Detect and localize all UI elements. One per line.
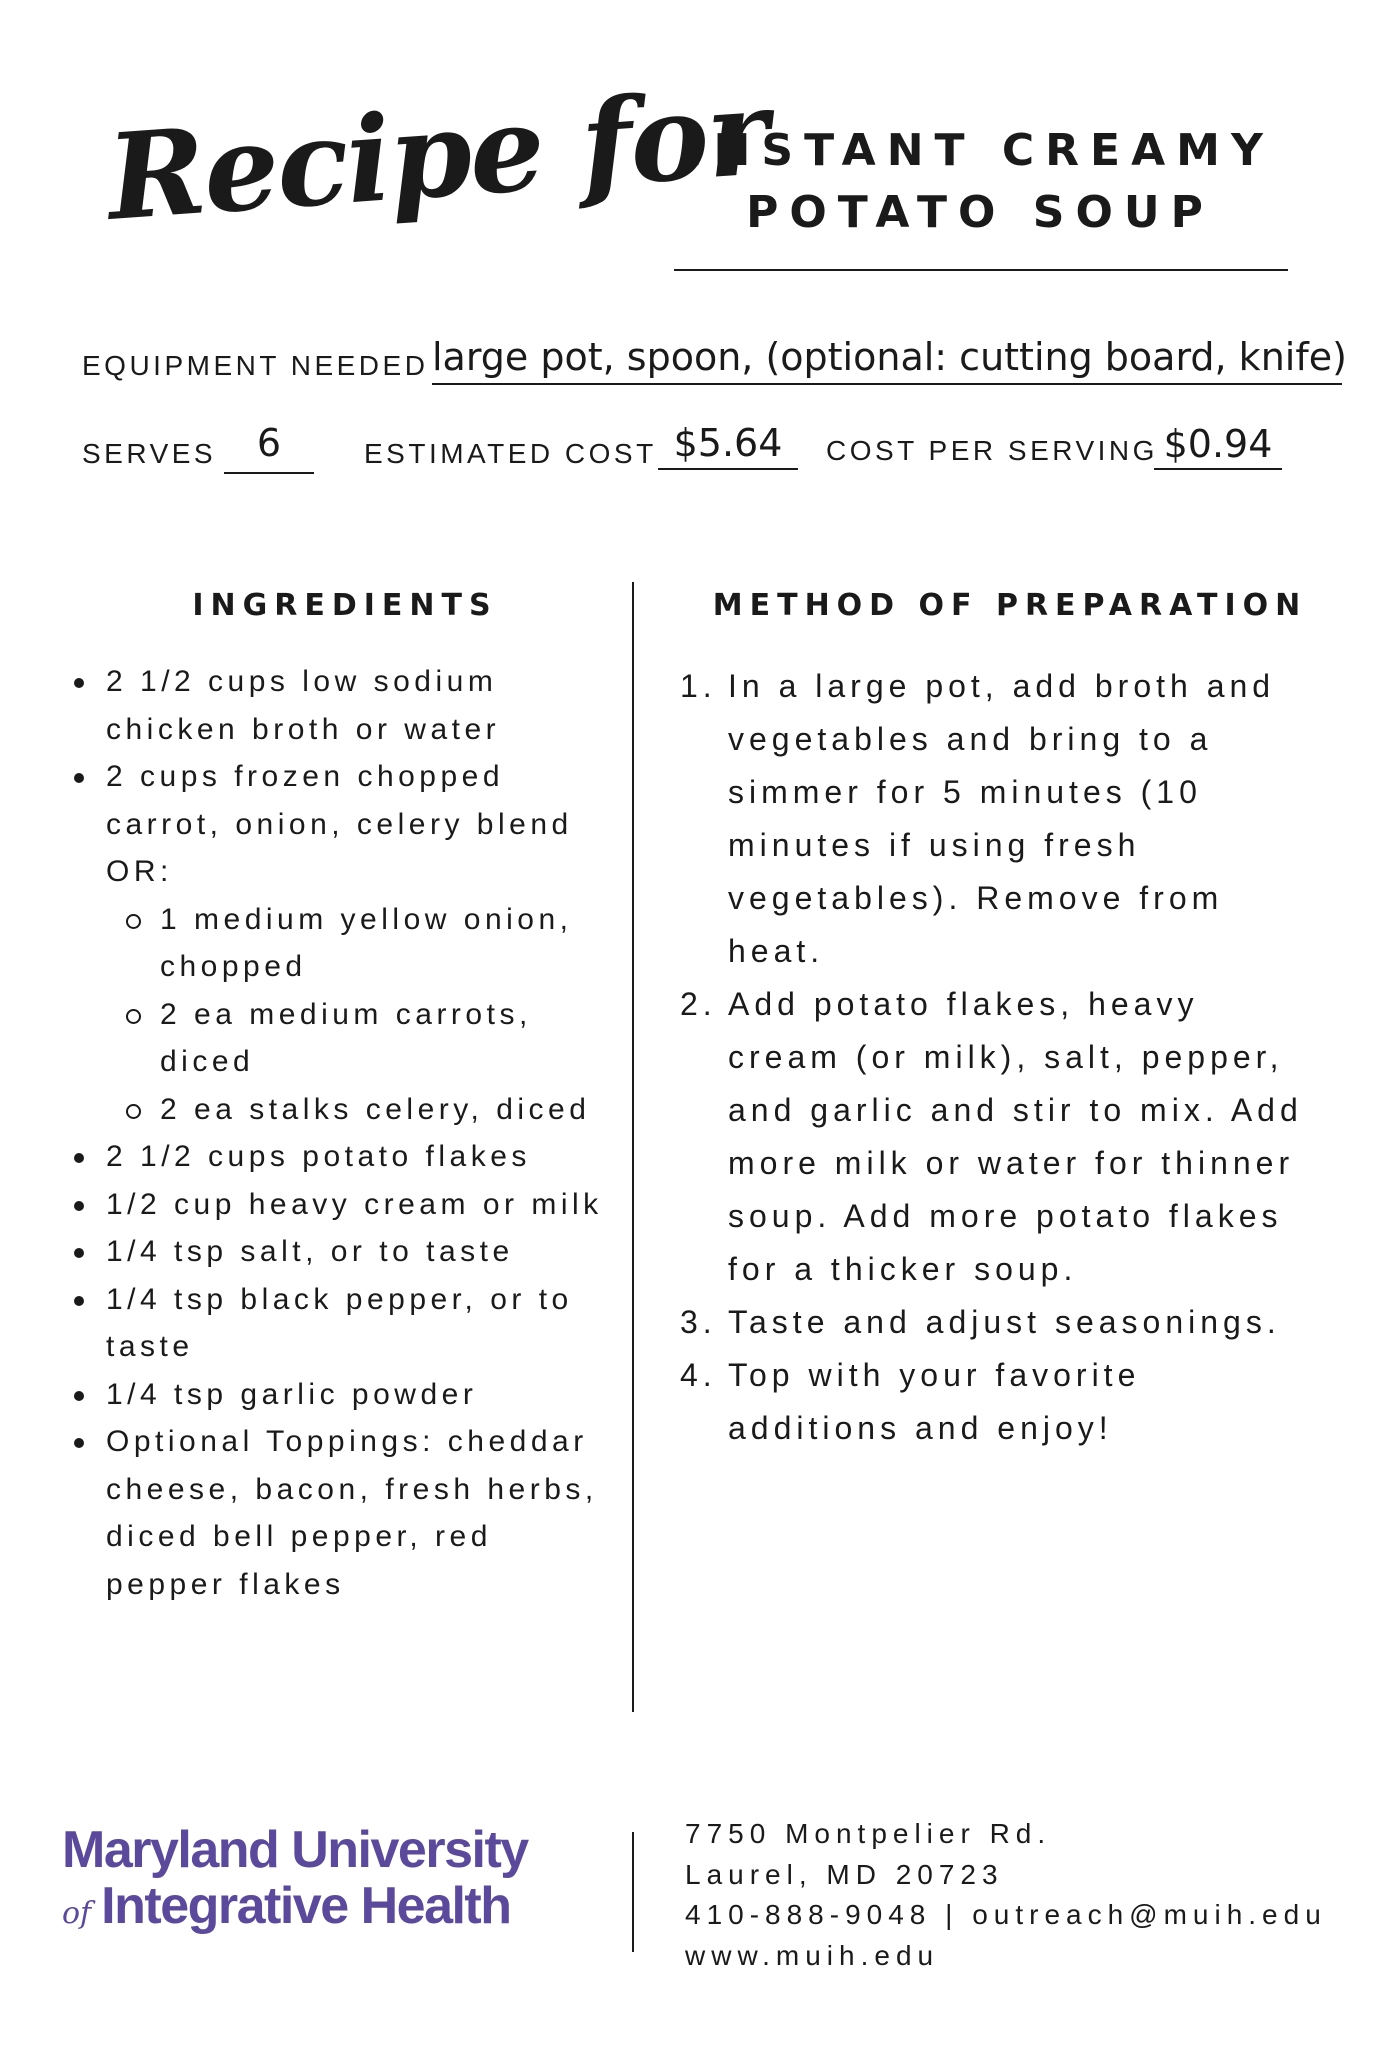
step-number: 3. — [680, 1304, 717, 1340]
ingredient-subitem — [106, 896, 608, 991]
contact-info — [685, 1814, 1327, 1976]
ingredient-sublist — [106, 896, 608, 1134]
ingredient-subitem-text: 2 ea stalks celery, diced — [160, 1092, 591, 1126]
phone-email: 410-888-9048 | outreach@muih.edu — [685, 1899, 1327, 1930]
cost-per-serving-label: COST PER SERVING — [826, 435, 1158, 466]
dish-title-line-2: POTATO SOUP — [746, 187, 1214, 238]
ingredient-text: 1/4 tsp black pepper, or to taste — [106, 1282, 573, 1363]
website: www.muih.edu — [685, 1939, 940, 1971]
ingredient-item — [68, 1228, 608, 1276]
step-text: Top with your favorite additions and enjoy! — [728, 1357, 1141, 1446]
ingredient-subitem-text: 2 ea medium carrots, diced — [160, 997, 532, 1078]
ingredient-subitem — [106, 1086, 608, 1134]
serves-label: SERVES — [82, 438, 217, 469]
cost-per-serving-value: $0.94 — [1163, 422, 1273, 466]
method-heading: METHOD OF PREPARATION — [712, 588, 1308, 623]
ingredient-text: 2 1/2 cups potato flakes — [106, 1140, 531, 1173]
logo-line-2-wrap — [62, 1878, 528, 1942]
ingredient-item — [68, 1181, 608, 1229]
ingredient-text: 2 1/2 cups low sodium chicken broth or water — [106, 665, 501, 746]
method-step — [680, 660, 1320, 978]
logo-of: of — [62, 1896, 92, 1931]
ingredient-item — [68, 1418, 608, 1608]
method-step — [680, 1296, 1320, 1349]
equipment-underline — [432, 383, 1342, 385]
estimated-cost-label: ESTIMATED COST — [364, 438, 657, 469]
ingredient-text: Optional Toppings: cheddar cheese, bacon, fresh herbs, diced bell pepper, red pepper flakes — [106, 1425, 598, 1601]
ingredient-item — [68, 753, 608, 1133]
logo-line-1: Maryland University — [62, 1821, 528, 1879]
serves-value: 6 — [256, 421, 282, 465]
step-text: In a large pot, add broth and vegetables and bring to a simmer for 5 minutes (10 minutes if using fresh vegetables). Remove from heat. — [728, 668, 1276, 969]
ingredient-item — [68, 1276, 608, 1371]
equipment-value: large pot, spoon, (optional: cutting board, knife) — [432, 335, 1347, 379]
method-steps — [680, 660, 1320, 1455]
ingredient-item — [68, 1371, 608, 1419]
dish-title — [672, 120, 1288, 244]
estimated-cost-underline — [658, 468, 798, 470]
equipment-label: EQUIPMENT NEEDED — [82, 350, 429, 381]
address-line-2: Laurel, MD 20723 — [685, 1858, 1004, 1890]
ingredients-heading: INGREDIENTS — [192, 588, 498, 623]
step-number: 1. — [680, 668, 717, 704]
ingredient-text: 1/4 tsp salt, or to taste — [106, 1235, 514, 1268]
step-number: 2. — [680, 986, 717, 1022]
muih-logo — [62, 1822, 528, 1942]
ingredient-text: 1/2 cup heavy cream or milk — [106, 1187, 603, 1221]
method-step — [680, 978, 1320, 1296]
ingredient-text: 1/4 tsp garlic powder — [106, 1377, 478, 1411]
ingredient-item — [68, 1133, 608, 1181]
footer-divider — [632, 1832, 634, 1952]
logo-line-2: Integrative Health — [101, 1877, 511, 1935]
ingredient-subitem-text: 1 medium yellow onion, chopped — [160, 902, 573, 983]
serves-underline — [224, 472, 314, 474]
dish-title-line-1: INSTANT CREAMY — [686, 125, 1274, 176]
step-text: Taste and adjust seasonings. — [728, 1304, 1281, 1340]
cost-per-serving-underline — [1154, 468, 1282, 470]
ingredient-text: 2 cups frozen chopped carrot, onion, celery blend OR: — [106, 760, 573, 888]
step-text: Add potato flakes, heavy cream (or milk), salt, pepper, and garlic and stir to mix. Add more milk or water for thinner soup. Add more potato flakes for a thicker soup. — [728, 986, 1303, 1287]
ingredient-item — [68, 658, 608, 753]
address-line-1: 7750 Montpelier Rd. — [685, 1818, 1052, 1849]
method-step — [680, 1349, 1320, 1455]
step-number: 4. — [680, 1357, 717, 1393]
column-divider — [632, 582, 634, 1712]
dish-title-underline — [674, 269, 1288, 271]
ingredient-subitem — [106, 991, 608, 1086]
ingredients-list — [68, 658, 608, 1608]
recipe-for-script-title: Recipe for — [103, 62, 772, 247]
estimated-cost-value: $5.64 — [673, 421, 783, 465]
